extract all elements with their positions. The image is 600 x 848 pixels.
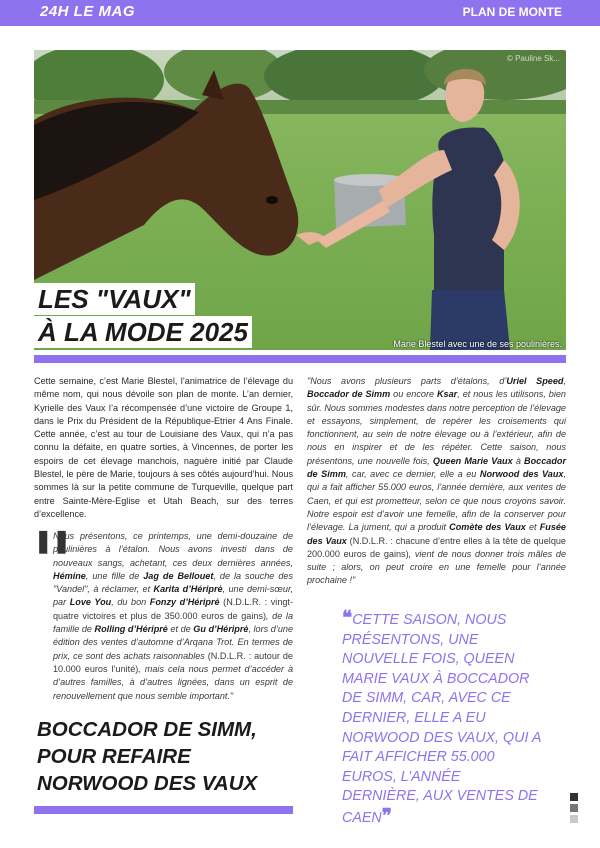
horse-name: Uriel Speed	[506, 376, 564, 386]
horse-name: Fusée des Vaux	[307, 522, 566, 546]
horse-name: Love You	[69, 597, 112, 608]
page-marker-mid	[570, 804, 578, 812]
headline-line-1: LES "VAUX"	[34, 283, 195, 315]
quote-bar-icon: ❚❚	[34, 528, 71, 553]
horse-name: Hémine	[53, 570, 86, 581]
headline-line-2: À LA MODE 2025	[34, 316, 252, 348]
horse-name: Jag de Bellouet	[143, 570, 214, 581]
close-quote-icon: ❞	[381, 805, 392, 827]
horse-name: Boccador de Simm	[307, 455, 566, 480]
horse-name: Norwood des Vaux	[479, 469, 564, 480]
page-marker-dark	[570, 793, 578, 801]
open-quote-icon: ❝	[342, 608, 353, 629]
horse-name: Karita d’Hériprė	[153, 584, 223, 595]
quote-right: "Nous avons plusieurs parts d’étalons, d’Uriel Speed, Boccador de Simm ou encore Ksar, et nous les utilisons, bien sûr. Nous sommes modestes dans notre perception de l’élevage et essayons, simplement, de repérer les croisements qui fonctionnent, au sein de notre élevage ou à l’extérieur, afin de nous en inspirer et de les répéter. Cette saison, nous présentons, une nouvelle fois, Queen Marie Vaux à Boccador de Simm, car, avec ce dernier, elle a eu Norwood des Vaux, qui a fait afficher 55.000 euros, l’année dernière, aux ventes de Caen, et qui est prometteur, selon ce que nous croyons savoir. Notre espoir est d’avoir une femelle, afin de la conserver pour l’élevage. La jument, qui a produit Comète des Vaux et Fusée des Vaux (N.D.L.R. : chacune d’entre elles à la tête de quelque 200.000 euros de gains), vient de nous donner trois mâles de suite ; alors, on peut croire en une femelle pour l’année prochaine !"	[307, 376, 566, 586]
horse-name: Rolling d’Hériprė	[94, 624, 168, 635]
photo-caption: Marie Blestel avec une de ses poulinières.	[393, 339, 562, 349]
page-marker-light	[570, 815, 578, 823]
pull-quote	[342, 609, 542, 829]
horse-name: Comète des Vaux	[449, 522, 526, 533]
horse-name: Queen Marie Vaux	[432, 455, 513, 466]
horse-name: Ksar	[436, 389, 458, 400]
horse-name: Boccador de Simm	[307, 389, 391, 400]
horse-name: Gu d’Hériprė	[193, 624, 249, 635]
section-label: PLAN DE MONTE	[462, 5, 562, 19]
photo-credit: © Pauline Sk...	[506, 54, 560, 63]
accent-bar-top	[34, 355, 566, 363]
magazine-title: 24H LE MAG	[40, 3, 136, 20]
accent-bar-bottom	[34, 806, 293, 814]
quote-left: Nous présentons, ce printemps, une demi-douzaine de poulinières à l’étalon. Nous avons investi dans de nouveaux sangs, achetant, ces deux dernières années, Hémine, une fille de Jag de Bellouet, de la souche des "Vandel", à réclamer, et Karita d’Hériprė, une demi-sœur, par Love You, du bon Fonzy d’Hériprė (N.D.L.R. : vingt-quatre victoires et plus de 350.000 euros de gains), de la famille de Rolling d’Hériprė et de Gu d’Hériprė, lors d’une édition des ventes d’automne d’Arqana Trot. En termes de prix, ce sont des achats raisonnables (N.D.L.R. : autour de 10.000 euros l’unité), mais cela nous permet d’accéder à d’autres familles, à d’autres lignées, dans un esprit de renouvellement que nous semble important."	[53, 531, 294, 701]
intro-paragraph	[34, 375, 293, 521]
pull-quote-text: CETTE SAISON, NOUS PRÉSENTONS, UNE NOUVELLE FOIS, QUEEN MARIE VAUX À BOCCADOR DE SIMM, CAR, AVEC CE DERNIER, ELLE A EU NORWOOD DES VAUX, QUI A FAIT AFFICHER 55.000 EUROS, L’ANNÉE DERNIÈRE, AUX VENTES DE CAEN	[342, 612, 541, 826]
intro-text: Cette semaine, c’est Marie Blestel, l’animatrice de l’élevage du même nom, qui nous dévoile son plan de monte. L’an dernier, Kyrielle des Vaux l’a récompensée d’une victoire de Groupe 1, dans le Prix du Président de la République-Etrier 4 Ans Finale. Cette année, c’est au tour de Louisiane des Vaux, qui n’a pas connu la défaite, en quatre sorties, à Vincennes, de porter les espoirs de cet élevage manchois, naguère initié par Claude Blestel, le père de Marie, toujours à ses côtés aujourd’hui. Nous sommes là sur la petite commune de Turqueville, quelque part entre Sainte-Mère-Eglise et Utah Beach, sur des terres d’excellence.	[34, 376, 293, 519]
subheading: BOCCADOR DE SIMM, POUR REFAIRE NORWOOD DES VAUX	[37, 718, 258, 795]
horse-name: Fonzy d’Hériprė	[149, 597, 220, 608]
header-bar	[0, 0, 600, 26]
